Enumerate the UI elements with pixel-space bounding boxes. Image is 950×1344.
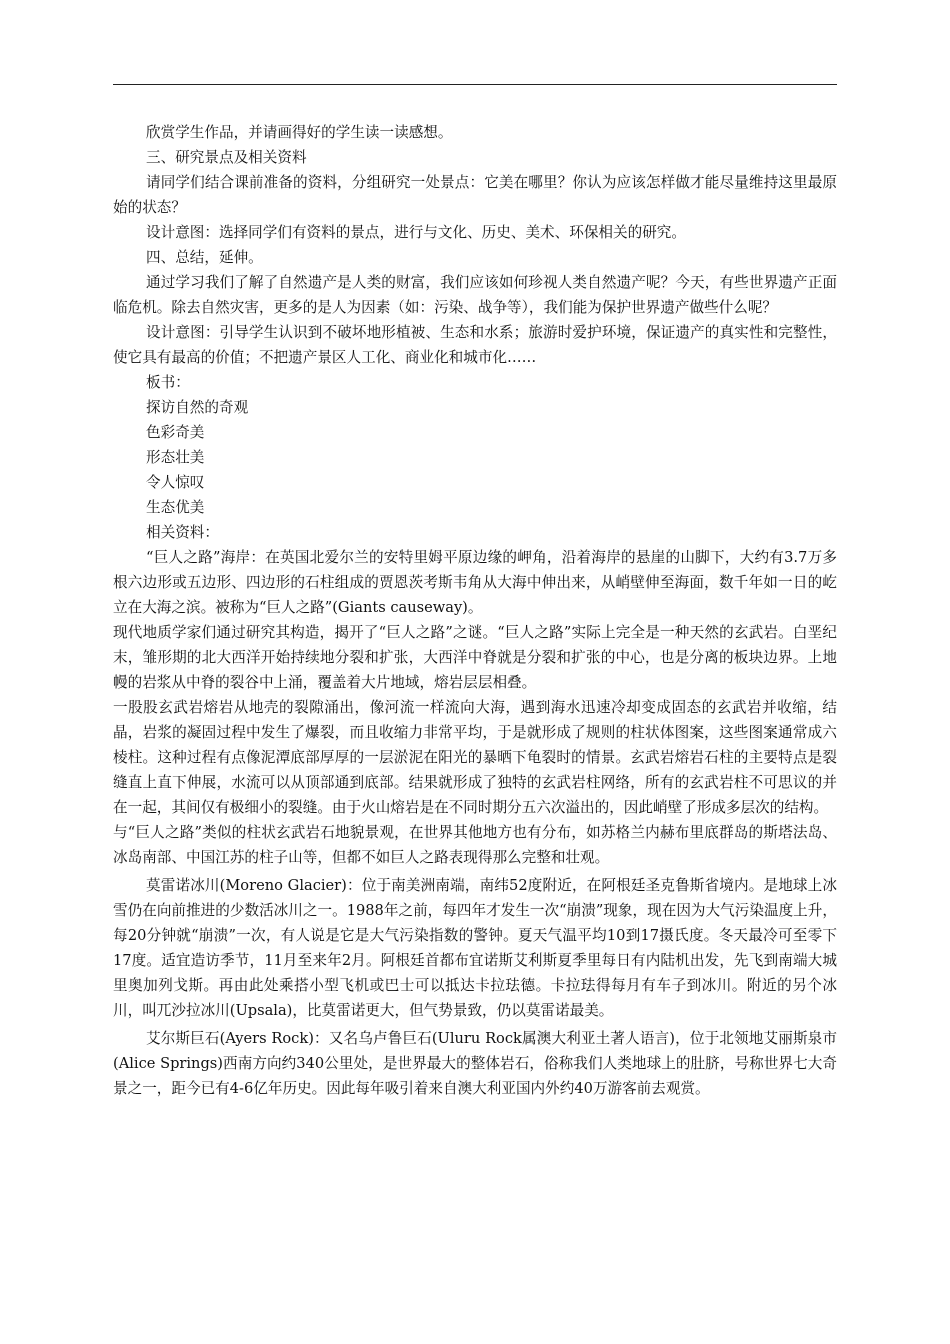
section-heading-three: 三、研究景点及相关资料 [146,149,307,166]
paragraph-basalt-formation: 一股股玄武岩熔岩从地壳的裂隙涌出，像河流一样流向大海，遇到海水迅速冷却变成固态的玄武岩并收缩，结晶，岩浆的凝固过程中发生了爆裂，而且收缩力非常平均，于是就形成了规则的柱状体图案，这些图案通常成六棱柱。这种过程有点像泥潭底部厚厚的一层淤泥在阳光的暴晒下龟裂时的情景。玄武岩熔岩石柱的主要特点是裂缝直上直下伸展，水流可以从顶部通到底部。结果就形成了独特的玄武岩柱网络，所有的玄武岩柱不可思议的并在一起，其间仅有极细小的裂缝。由于火山熔岩是在不同时期分五六次溢出的，因此峭壁了形成多层次的结构。 [113,699,837,816]
board-item: 形态壮美 [146,449,205,466]
board-label: 板书： [146,374,190,391]
board-item: 生态优美 [146,499,205,516]
board-item: 色彩奇美 [146,424,205,441]
board-item: 令人惊叹 [146,474,205,491]
paragraph-summary: 通过学习我们了解了自然遗产是人类的财富，我们应该如何珍视人类自然遗产呢？今天，有些世界遗产正面临危机。除去自然灾害，更多的是人为因素（如：污染、战争等），我们能为保护世界遗产做些什么呢？ [113,274,837,316]
section-heading-four: 四、总结，延伸。 [146,249,263,266]
board-item: 探访自然的奇观 [146,399,249,416]
related-materials-label: 相关资料： [146,524,219,541]
document-body [113,120,837,1101]
paragraph-research-task: 请同学们结合课前准备的资料，分组研究一处景点：它美在哪里？你认为应该怎样做才能尽量维持这里最原始的状态？ [113,174,837,216]
paragraph-design-intent-1: 设计意图：选择同学们有资料的景点，进行与文化、历史、美术、环保相关的研究。 [146,224,686,241]
header-rule [113,84,837,85]
paragraph-giants-causeway: “巨人之路”海岸：在英国北爱尔兰的安特里姆平原边缘的岬角，沿着海岸的悬崖的山脚下，大约有3.7万多根六边形或五边形、四边形的石柱组成的贾恩茨考斯韦角从大海中伸出来，从峭壁伸至海面，数千年如一日的屹立在大海之滨。被称为“巨人之路”(Giants causeway)。 [113,549,837,616]
paragraph-design-intent-2: 设计意图：引导学生认识到不破坏地形植被、生态和水系；旅游时爱护环境，保证遗产的真实性和完整性，使它具有最高的价值；不把遗产景区人工化、商业化和城市化…… [113,324,837,366]
paragraph-geology: 现代地质学家们通过研究其构造，揭开了“巨人之路”之谜。“巨人之路”实际上完全是一种天然的玄武岩。白垩纪末，雏形期的北大西洋开始持续地分裂和扩张，大西洋中脊就是分裂和扩张的中心，也是分离的板块边界。上地幔的岩浆从中脊的裂谷中上涌，覆盖着大片地域，熔岩层层相叠。 [113,624,837,691]
paragraph-ayers-rock: 艾尔斯巨石(Ayers Rock)：又名乌卢鲁巨石(Uluru Rock属澳大利亚土著人语言)，位于北领地艾丽斯泉市(Alice Springs)西南方向约340公里处，是世界最大的整体岩石，俗称我们人类地球上的肚脐，号称世界七大奇景之一，距今已有4-6亿年历史。因此每年吸引着来自澳大利亚国内外约40万游客前去观赏。 [113,1030,837,1097]
paragraph-appreciate-works: 欣赏学生作品，并请画得好的学生读一读感想。 [146,124,453,141]
paragraph-similar-landforms: 与“巨人之路”类似的柱状玄武岩石地貌景观，在世界其他地方也有分布，如苏格兰内赫布里底群岛的斯塔法岛、冰岛南部、中国江苏的柱子山等，但都不如巨人之路表现得那么完整和壮观。 [113,824,837,866]
paragraph-moreno-glacier: 莫雷诺冰川(Moreno Glacier)：位于南美洲南端，南纬52度附近，在阿根廷圣克鲁斯省境内。是地球上冰雪仍在向前推进的少数活冰川之一。1988年之前，每四年才发生一次“崩溃”现象，现在因为大气污染温度上升，每20分钟就“崩溃”一次，有人说是它是大气污染指数的警钟。夏天气温平均10到17摄氏度。冬天最冷可至零下17度。适宜造访季节，11月至来年2月。阿根廷首都布宜诺斯艾利斯夏季里每日有内陆机出发，先飞到南端大城里奥加列戈斯。再由此处乘搭小型飞机或巴士可以抵达卡拉珐德。卡拉珐得每月有车子到冰川。附近的另个冰川，叫兀沙拉冰川(Upsala)，比莫雷诺更大，但气势景致，仍以莫雷诺最美。 [113,877,837,1019]
